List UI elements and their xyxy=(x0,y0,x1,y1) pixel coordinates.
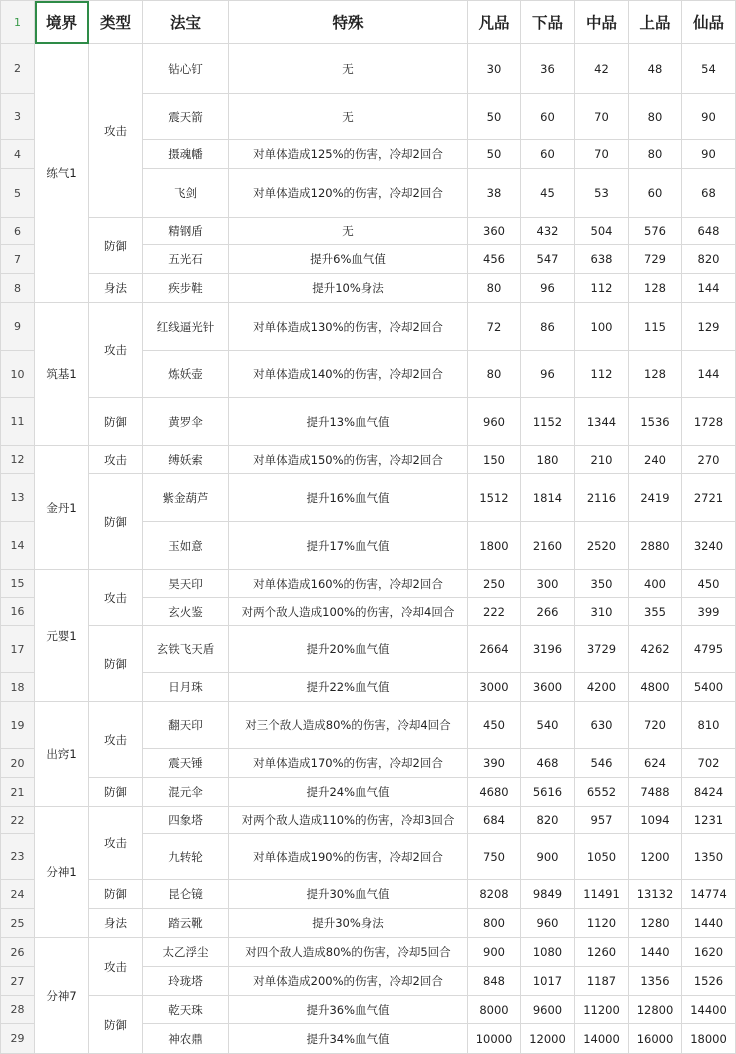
grade-high-cell[interactable]: 355 xyxy=(629,598,682,626)
grade-high-cell[interactable]: 2880 xyxy=(629,522,682,570)
type-cell[interactable]: 攻击 xyxy=(89,570,143,626)
treasure-name-cell[interactable]: 缚妖索 xyxy=(143,446,229,474)
grade-mid-cell[interactable]: 350 xyxy=(575,570,629,598)
special-effect-cell[interactable]: 对单体造成150%的伤害，冷却2回合 xyxy=(229,446,468,474)
grade-immortal-cell[interactable]: 270 xyxy=(682,446,736,474)
row-number[interactable]: 26 xyxy=(1,938,35,967)
row-number[interactable]: 6 xyxy=(1,218,35,245)
header-grade-mid[interactable]: 中品 xyxy=(575,1,629,44)
special-effect-cell[interactable]: 提升6%血气值 xyxy=(229,245,468,274)
special-effect-cell[interactable]: 对单体造成160%的伤害，冷却2回合 xyxy=(229,570,468,598)
row-number[interactable]: 2 xyxy=(1,44,35,94)
row-number[interactable]: 12 xyxy=(1,446,35,474)
special-effect-cell[interactable]: 提升13%血气值 xyxy=(229,398,468,446)
grade-immortal-cell[interactable]: 129 xyxy=(682,303,736,351)
type-cell[interactable]: 防御 xyxy=(89,778,143,807)
row-number[interactable]: 14 xyxy=(1,522,35,570)
table-row xyxy=(1,938,736,967)
header-row xyxy=(1,1,736,44)
type-cell[interactable]: 攻击 xyxy=(89,938,143,996)
special-effect-cell[interactable]: 对单体造成190%的伤害，冷却2回合 xyxy=(229,834,468,880)
treasure-name-cell[interactable]: 摄魂幡 xyxy=(143,140,229,169)
treasure-name-cell[interactable]: 疾步鞋 xyxy=(143,274,229,303)
treasure-name-cell[interactable]: 昆仑镜 xyxy=(143,880,229,909)
row-number[interactable]: 7 xyxy=(1,245,35,274)
grade-low-cell[interactable]: 3196 xyxy=(521,626,575,673)
grade-low-cell[interactable]: 1814 xyxy=(521,474,575,522)
grade-immortal-cell[interactable]: 450 xyxy=(682,570,736,598)
row-number[interactable]: 13 xyxy=(1,474,35,522)
grade-immortal-cell[interactable]: 810 xyxy=(682,702,736,749)
grade-high-cell[interactable]: 80 xyxy=(629,94,682,140)
table-row xyxy=(1,44,736,94)
grade-low-cell[interactable]: 1017 xyxy=(521,967,575,996)
treasure-name-cell[interactable]: 玄铁飞天盾 xyxy=(143,626,229,673)
grade-mid-cell[interactable]: 210 xyxy=(575,446,629,474)
row-number[interactable]: 29 xyxy=(1,1024,35,1054)
realm-cell[interactable]: 练气1 xyxy=(35,44,89,303)
type-cell[interactable]: 防御 xyxy=(89,218,143,274)
table-row xyxy=(1,446,736,474)
grade-common-cell[interactable]: 80 xyxy=(468,274,521,303)
grade-common-cell[interactable]: 8208 xyxy=(468,880,521,909)
grade-immortal-cell[interactable]: 4795 xyxy=(682,626,736,673)
type-cell[interactable]: 攻击 xyxy=(89,807,143,880)
grade-mid-cell[interactable]: 957 xyxy=(575,807,629,834)
special-effect-cell[interactable]: 无 xyxy=(229,94,468,140)
row-number[interactable]: 18 xyxy=(1,673,35,702)
grade-mid-cell[interactable]: 504 xyxy=(575,218,629,245)
grade-low-cell[interactable]: 180 xyxy=(521,446,575,474)
grade-low-cell[interactable]: 9849 xyxy=(521,880,575,909)
row-number[interactable]: 3 xyxy=(1,94,35,140)
grade-low-cell[interactable]: 1152 xyxy=(521,398,575,446)
grade-low-cell[interactable]: 60 xyxy=(521,94,575,140)
grade-high-cell[interactable]: 1094 xyxy=(629,807,682,834)
grade-low-cell[interactable]: 547 xyxy=(521,245,575,274)
grade-high-cell[interactable]: 1440 xyxy=(629,938,682,967)
grade-common-cell[interactable]: 1800 xyxy=(468,522,521,570)
special-effect-cell[interactable]: 提升20%血气值 xyxy=(229,626,468,673)
treasure-name-cell[interactable]: 玉如意 xyxy=(143,522,229,570)
special-effect-cell[interactable]: 提升30%身法 xyxy=(229,909,468,938)
grade-common-cell[interactable]: 1512 xyxy=(468,474,521,522)
row-number[interactable]: 1 xyxy=(1,1,35,44)
row-number[interactable]: 9 xyxy=(1,303,35,351)
grade-common-cell[interactable]: 50 xyxy=(468,140,521,169)
grade-common-cell[interactable]: 456 xyxy=(468,245,521,274)
header-grade-immortal[interactable]: 仙品 xyxy=(682,1,736,44)
grade-immortal-cell[interactable]: 1728 xyxy=(682,398,736,446)
grade-common-cell[interactable]: 222 xyxy=(468,598,521,626)
treasure-name-cell[interactable]: 炼妖壶 xyxy=(143,351,229,398)
grade-low-cell[interactable]: 86 xyxy=(521,303,575,351)
grade-mid-cell[interactable]: 53 xyxy=(575,169,629,218)
grade-immortal-cell[interactable]: 399 xyxy=(682,598,736,626)
grade-high-cell[interactable]: 1356 xyxy=(629,967,682,996)
header-realm[interactable]: 境界 xyxy=(35,1,89,44)
treasure-name-cell[interactable]: 昊天印 xyxy=(143,570,229,598)
grade-low-cell[interactable]: 1080 xyxy=(521,938,575,967)
grade-immortal-cell[interactable]: 18000 xyxy=(682,1024,736,1054)
grade-low-cell[interactable]: 36 xyxy=(521,44,575,94)
row-number[interactable]: 10 xyxy=(1,351,35,398)
row-number[interactable]: 15 xyxy=(1,570,35,598)
grade-low-cell[interactable]: 960 xyxy=(521,909,575,938)
grade-mid-cell[interactable]: 14000 xyxy=(575,1024,629,1054)
grade-immortal-cell[interactable]: 54 xyxy=(682,44,736,94)
treasure-name-cell[interactable]: 震天锤 xyxy=(143,749,229,778)
grade-mid-cell[interactable]: 1344 xyxy=(575,398,629,446)
grade-low-cell[interactable]: 900 xyxy=(521,834,575,880)
type-cell[interactable]: 防御 xyxy=(89,880,143,909)
table-row xyxy=(1,778,736,807)
grade-high-cell[interactable]: 720 xyxy=(629,702,682,749)
grade-immortal-cell[interactable]: 68 xyxy=(682,169,736,218)
grade-high-cell[interactable]: 128 xyxy=(629,274,682,303)
grade-high-cell[interactable]: 2419 xyxy=(629,474,682,522)
grade-low-cell[interactable]: 12000 xyxy=(521,1024,575,1054)
realm-cell[interactable]: 元婴1 xyxy=(35,570,89,702)
grade-low-cell[interactable]: 468 xyxy=(521,749,575,778)
grade-low-cell[interactable]: 45 xyxy=(521,169,575,218)
grade-high-cell[interactable]: 115 xyxy=(629,303,682,351)
table-row xyxy=(1,626,736,673)
row-number[interactable]: 5 xyxy=(1,169,35,218)
table-row xyxy=(1,218,736,245)
special-effect-cell[interactable]: 对单体造成140%的伤害，冷却2回合 xyxy=(229,351,468,398)
row-number[interactable]: 24 xyxy=(1,880,35,909)
grade-high-cell[interactable]: 7488 xyxy=(629,778,682,807)
treasure-name-cell[interactable]: 翻天印 xyxy=(143,702,229,749)
grade-common-cell[interactable]: 750 xyxy=(468,834,521,880)
grade-mid-cell[interactable]: 310 xyxy=(575,598,629,626)
row-number[interactable]: 11 xyxy=(1,398,35,446)
grade-mid-cell[interactable]: 70 xyxy=(575,94,629,140)
realm-cell[interactable]: 出窍1 xyxy=(35,702,89,807)
grade-common-cell[interactable]: 30 xyxy=(468,44,521,94)
grade-low-cell[interactable]: 820 xyxy=(521,807,575,834)
grade-immortal-cell[interactable]: 3240 xyxy=(682,522,736,570)
table-body xyxy=(1,44,736,1054)
grade-common-cell[interactable]: 900 xyxy=(468,938,521,967)
grade-common-cell[interactable]: 10000 xyxy=(468,1024,521,1054)
table-row xyxy=(1,996,736,1024)
header-grade-high[interactable]: 上品 xyxy=(629,1,682,44)
row-number[interactable]: 23 xyxy=(1,834,35,880)
realm-cell[interactable]: 分神7 xyxy=(35,938,89,1054)
grade-common-cell[interactable]: 250 xyxy=(468,570,521,598)
grade-high-cell[interactable]: 1200 xyxy=(629,834,682,880)
type-cell[interactable]: 攻击 xyxy=(89,446,143,474)
grade-mid-cell[interactable]: 4200 xyxy=(575,673,629,702)
special-effect-cell[interactable]: 对单体造成170%的伤害，冷却2回合 xyxy=(229,749,468,778)
grade-low-cell[interactable]: 300 xyxy=(521,570,575,598)
grade-high-cell[interactable]: 48 xyxy=(629,44,682,94)
treasure-name-cell[interactable]: 太乙浮尘 xyxy=(143,938,229,967)
header-special[interactable]: 特殊 xyxy=(229,1,468,44)
table-row xyxy=(1,274,736,303)
special-effect-cell[interactable]: 提升34%血气值 xyxy=(229,1024,468,1054)
grade-high-cell[interactable]: 1536 xyxy=(629,398,682,446)
grade-mid-cell[interactable]: 112 xyxy=(575,351,629,398)
row-number[interactable]: 27 xyxy=(1,967,35,996)
special-effect-cell[interactable]: 对三个敌人造成80%的伤害，冷却4回合 xyxy=(229,702,468,749)
grade-immortal-cell[interactable]: 702 xyxy=(682,749,736,778)
grade-common-cell[interactable]: 38 xyxy=(468,169,521,218)
grade-mid-cell[interactable]: 2116 xyxy=(575,474,629,522)
grade-mid-cell[interactable]: 112 xyxy=(575,274,629,303)
type-cell[interactable]: 防御 xyxy=(89,474,143,570)
table-row xyxy=(1,880,736,909)
header-grade-low[interactable]: 下品 xyxy=(521,1,575,44)
row-number[interactable]: 19 xyxy=(1,702,35,749)
treasure-name-cell[interactable]: 乾天珠 xyxy=(143,996,229,1024)
grade-mid-cell[interactable]: 630 xyxy=(575,702,629,749)
row-number[interactable]: 25 xyxy=(1,909,35,938)
grade-common-cell[interactable]: 390 xyxy=(468,749,521,778)
grade-low-cell[interactable]: 266 xyxy=(521,598,575,626)
special-effect-cell[interactable]: 对两个敌人造成100%的伤害，冷却4回合 xyxy=(229,598,468,626)
type-cell[interactable]: 身法 xyxy=(89,274,143,303)
grade-mid-cell[interactable]: 6552 xyxy=(575,778,629,807)
table-row xyxy=(1,398,736,446)
table-row xyxy=(1,702,736,749)
grade-mid-cell[interactable]: 1260 xyxy=(575,938,629,967)
treasure-name-cell[interactable]: 震天箭 xyxy=(143,94,229,140)
grade-common-cell[interactable]: 3000 xyxy=(468,673,521,702)
grade-high-cell[interactable]: 128 xyxy=(629,351,682,398)
grade-mid-cell[interactable]: 638 xyxy=(575,245,629,274)
grade-high-cell[interactable]: 12800 xyxy=(629,996,682,1024)
grade-immortal-cell[interactable]: 14774 xyxy=(682,880,736,909)
treasure-name-cell[interactable]: 钻心钉 xyxy=(143,44,229,94)
treasure-name-cell[interactable]: 日月珠 xyxy=(143,673,229,702)
grade-immortal-cell[interactable]: 648 xyxy=(682,218,736,245)
treasure-name-cell[interactable]: 九转轮 xyxy=(143,834,229,880)
grade-mid-cell[interactable]: 1187 xyxy=(575,967,629,996)
grade-immortal-cell[interactable]: 14400 xyxy=(682,996,736,1024)
grade-common-cell[interactable]: 360 xyxy=(468,218,521,245)
table-row xyxy=(1,570,736,598)
grade-immortal-cell[interactable]: 144 xyxy=(682,274,736,303)
special-effect-cell[interactable]: 提升17%血气值 xyxy=(229,522,468,570)
grade-low-cell[interactable]: 2160 xyxy=(521,522,575,570)
special-effect-cell[interactable]: 提升36%血气值 xyxy=(229,996,468,1024)
table-row xyxy=(1,807,736,834)
grade-mid-cell[interactable]: 11491 xyxy=(575,880,629,909)
grade-common-cell[interactable]: 50 xyxy=(468,94,521,140)
special-effect-cell[interactable]: 提升22%血气值 xyxy=(229,673,468,702)
special-effect-cell[interactable]: 对四个敌人造成80%的伤害，冷却5回合 xyxy=(229,938,468,967)
grade-common-cell[interactable]: 800 xyxy=(468,909,521,938)
grade-common-cell[interactable]: 960 xyxy=(468,398,521,446)
treasure-name-cell[interactable]: 神农鼎 xyxy=(143,1024,229,1054)
type-cell[interactable]: 防御 xyxy=(89,398,143,446)
header-treasure[interactable]: 法宝 xyxy=(143,1,229,44)
grade-high-cell[interactable]: 576 xyxy=(629,218,682,245)
row-number[interactable]: 17 xyxy=(1,626,35,673)
grade-high-cell[interactable]: 624 xyxy=(629,749,682,778)
special-effect-cell[interactable]: 提升24%血气值 xyxy=(229,778,468,807)
grade-high-cell[interactable]: 4800 xyxy=(629,673,682,702)
treasure-name-cell[interactable]: 玄火鉴 xyxy=(143,598,229,626)
special-effect-cell[interactable]: 无 xyxy=(229,218,468,245)
grade-immortal-cell[interactable]: 1231 xyxy=(682,807,736,834)
table-row xyxy=(1,909,736,938)
treasure-name-cell[interactable]: 五光石 xyxy=(143,245,229,274)
grade-mid-cell[interactable]: 3729 xyxy=(575,626,629,673)
special-effect-cell[interactable]: 对单体造成120%的伤害，冷却2回合 xyxy=(229,169,468,218)
grade-common-cell[interactable]: 8000 xyxy=(468,996,521,1024)
grade-low-cell[interactable]: 9600 xyxy=(521,996,575,1024)
row-number[interactable]: 20 xyxy=(1,749,35,778)
grade-common-cell[interactable]: 150 xyxy=(468,446,521,474)
grade-mid-cell[interactable]: 546 xyxy=(575,749,629,778)
treasure-name-cell[interactable]: 混元伞 xyxy=(143,778,229,807)
grade-low-cell[interactable]: 540 xyxy=(521,702,575,749)
grade-immortal-cell[interactable]: 144 xyxy=(682,351,736,398)
grade-low-cell[interactable]: 3600 xyxy=(521,673,575,702)
table-row xyxy=(1,303,736,351)
treasure-name-cell[interactable]: 红线逼光针 xyxy=(143,303,229,351)
grade-common-cell[interactable]: 450 xyxy=(468,702,521,749)
grade-immortal-cell[interactable]: 1440 xyxy=(682,909,736,938)
special-effect-cell[interactable]: 提升30%血气值 xyxy=(229,880,468,909)
grade-low-cell[interactable]: 96 xyxy=(521,274,575,303)
grade-high-cell[interactable]: 60 xyxy=(629,169,682,218)
grade-mid-cell[interactable]: 70 xyxy=(575,140,629,169)
realm-cell[interactable]: 金丹1 xyxy=(35,446,89,570)
grade-low-cell[interactable]: 5616 xyxy=(521,778,575,807)
grade-immortal-cell[interactable]: 820 xyxy=(682,245,736,274)
type-cell[interactable]: 攻击 xyxy=(89,702,143,778)
grade-high-cell[interactable]: 16000 xyxy=(629,1024,682,1054)
treasure-name-cell[interactable]: 玲珑塔 xyxy=(143,967,229,996)
header-type[interactable]: 类型 xyxy=(89,1,143,44)
table-row xyxy=(1,474,736,522)
row-number[interactable]: 22 xyxy=(1,807,35,834)
row-number[interactable]: 16 xyxy=(1,598,35,626)
grade-immortal-cell[interactable]: 8424 xyxy=(682,778,736,807)
treasure-name-cell[interactable]: 四象塔 xyxy=(143,807,229,834)
grade-high-cell[interactable]: 13132 xyxy=(629,880,682,909)
grade-immortal-cell[interactable]: 2721 xyxy=(682,474,736,522)
grade-low-cell[interactable]: 432 xyxy=(521,218,575,245)
grade-mid-cell[interactable]: 42 xyxy=(575,44,629,94)
grade-low-cell[interactable]: 96 xyxy=(521,351,575,398)
grade-mid-cell[interactable]: 1120 xyxy=(575,909,629,938)
type-cell[interactable]: 攻击 xyxy=(89,44,143,218)
grade-immortal-cell[interactable]: 1620 xyxy=(682,938,736,967)
special-effect-cell[interactable]: 对单体造成200%的伤害，冷却2回合 xyxy=(229,967,468,996)
treasure-name-cell[interactable]: 黄罗伞 xyxy=(143,398,229,446)
grade-immortal-cell[interactable]: 5400 xyxy=(682,673,736,702)
grade-common-cell[interactable]: 4680 xyxy=(468,778,521,807)
grade-mid-cell[interactable]: 1050 xyxy=(575,834,629,880)
grade-high-cell[interactable]: 80 xyxy=(629,140,682,169)
grade-immortal-cell[interactable]: 1526 xyxy=(682,967,736,996)
grade-low-cell[interactable]: 60 xyxy=(521,140,575,169)
row-number[interactable]: 21 xyxy=(1,778,35,807)
grade-mid-cell[interactable]: 100 xyxy=(575,303,629,351)
realm-cell[interactable]: 筑基1 xyxy=(35,303,89,446)
treasure-name-cell[interactable]: 紫金葫芦 xyxy=(143,474,229,522)
grade-high-cell[interactable]: 4262 xyxy=(629,626,682,673)
special-effect-cell[interactable]: 提升16%血气值 xyxy=(229,474,468,522)
special-effect-cell[interactable]: 对单体造成125%的伤害，冷却2回合 xyxy=(229,140,468,169)
grade-mid-cell[interactable]: 2520 xyxy=(575,522,629,570)
grade-mid-cell[interactable]: 11200 xyxy=(575,996,629,1024)
grade-immortal-cell[interactable]: 90 xyxy=(682,94,736,140)
grade-high-cell[interactable]: 240 xyxy=(629,446,682,474)
grade-common-cell[interactable]: 72 xyxy=(468,303,521,351)
grade-high-cell[interactable]: 400 xyxy=(629,570,682,598)
type-cell[interactable]: 防御 xyxy=(89,626,143,702)
treasure-name-cell[interactable]: 精钢盾 xyxy=(143,218,229,245)
row-number[interactable]: 4 xyxy=(1,140,35,169)
treasure-name-cell[interactable]: 飞剑 xyxy=(143,169,229,218)
type-cell[interactable]: 攻击 xyxy=(89,303,143,398)
header-grade-common[interactable]: 凡品 xyxy=(468,1,521,44)
type-cell[interactable]: 身法 xyxy=(89,909,143,938)
special-effect-cell[interactable]: 对单体造成130%的伤害，冷却2回合 xyxy=(229,303,468,351)
row-number[interactable]: 8 xyxy=(1,274,35,303)
realm-cell[interactable]: 分神1 xyxy=(35,807,89,938)
grade-common-cell[interactable]: 80 xyxy=(468,351,521,398)
grade-common-cell[interactable]: 684 xyxy=(468,807,521,834)
row-number[interactable]: 28 xyxy=(1,996,35,1024)
grade-immortal-cell[interactable]: 90 xyxy=(682,140,736,169)
grade-immortal-cell[interactable]: 1350 xyxy=(682,834,736,880)
type-cell[interactable]: 防御 xyxy=(89,996,143,1054)
treasure-name-cell[interactable]: 踏云靴 xyxy=(143,909,229,938)
grade-common-cell[interactable]: 2664 xyxy=(468,626,521,673)
grade-common-cell[interactable]: 848 xyxy=(468,967,521,996)
grade-high-cell[interactable]: 1280 xyxy=(629,909,682,938)
special-effect-cell[interactable]: 无 xyxy=(229,44,468,94)
grade-high-cell[interactable]: 729 xyxy=(629,245,682,274)
special-effect-cell[interactable]: 对两个敌人造成110%的伤害，冷却3回合 xyxy=(229,807,468,834)
special-effect-cell[interactable]: 提升10%身法 xyxy=(229,274,468,303)
